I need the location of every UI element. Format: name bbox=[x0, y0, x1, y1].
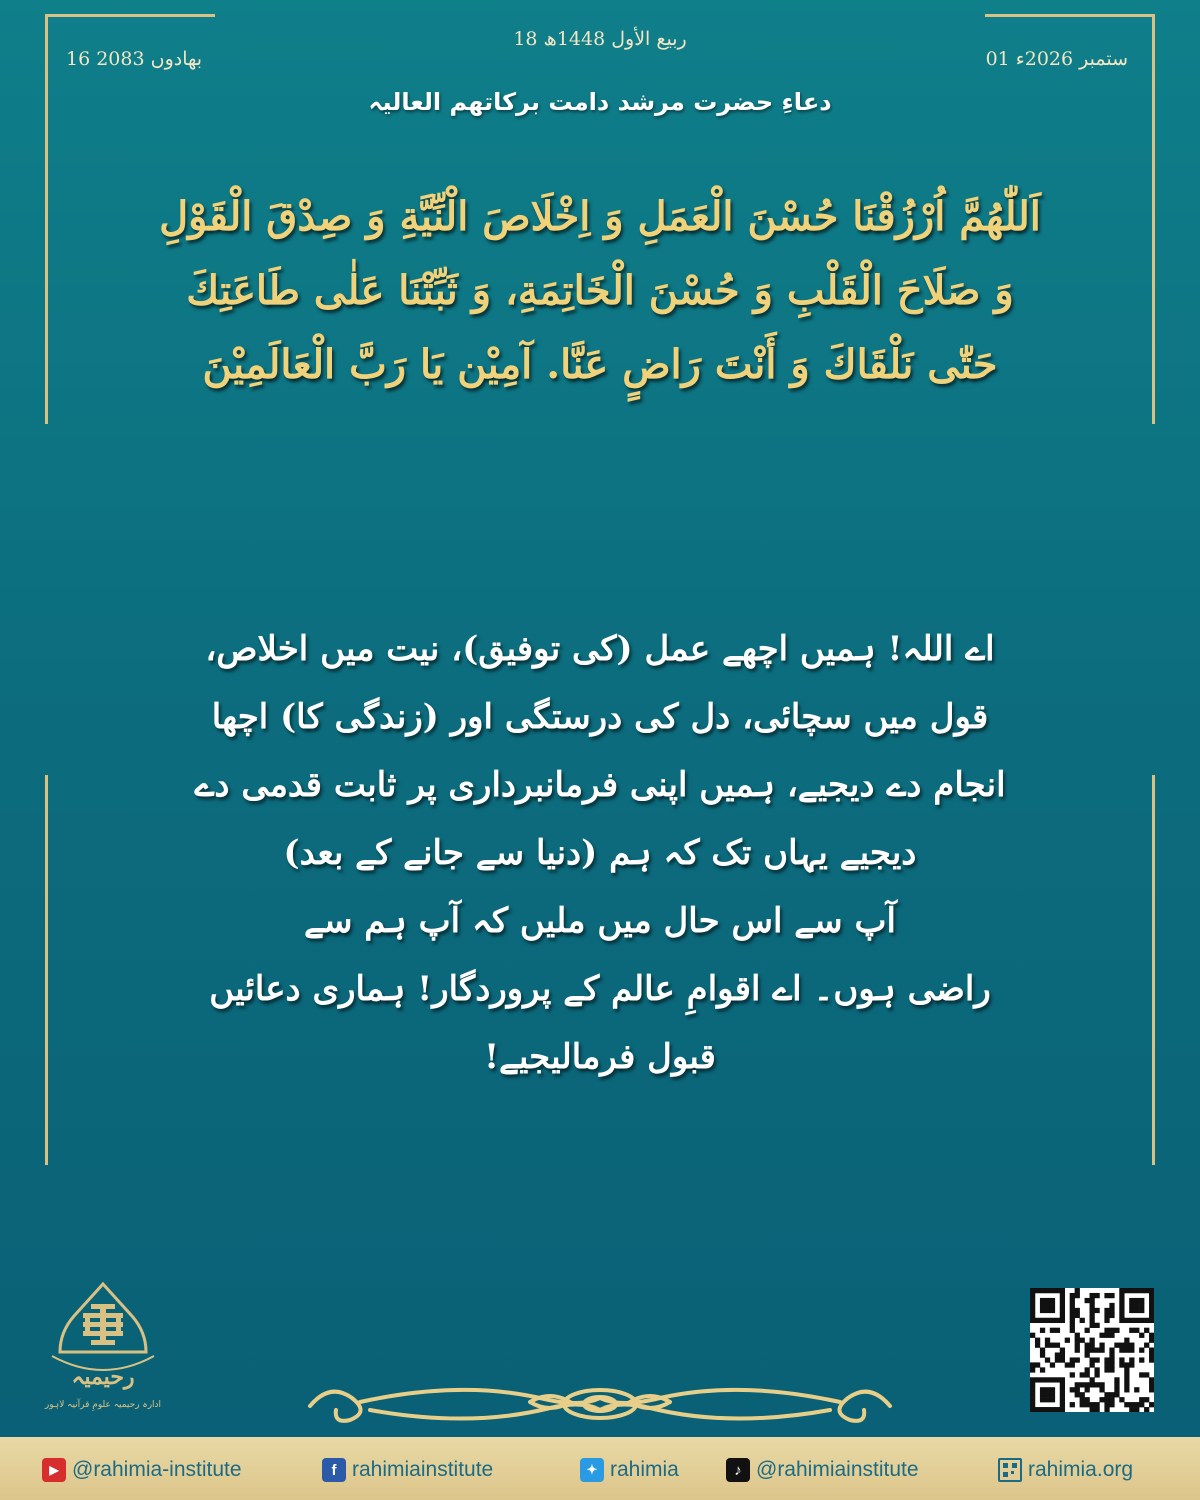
hijri-date: 18 ربیع الأول 1448ھ bbox=[513, 28, 687, 50]
youtube-link[interactable] bbox=[42, 1457, 242, 1483]
page-title: دعاءِ حضرت مرشد دامت برکاتھم العالیہ bbox=[368, 88, 832, 116]
youtube-icon: ▶ bbox=[42, 1458, 66, 1482]
frame-left-upper bbox=[45, 14, 48, 424]
urdu-line: انجام دے دیجیے، ہمیں اپنی فرمانبرداری پر ثابت قدمی دے bbox=[194, 765, 1006, 805]
arabic-line: وَ صَلَاحَ الْقَلْبِ وَ حُسْنَ الْخَاتِمَةِ، وَ ثَبِّتْنَا عَلٰى طَاعَتِكَ bbox=[186, 267, 1014, 314]
frame-right-lower bbox=[1152, 775, 1155, 1165]
frame-top-right bbox=[985, 14, 1155, 17]
frame-right-upper bbox=[1152, 14, 1155, 424]
twitter-link[interactable] bbox=[580, 1457, 679, 1483]
facebook-handle: rahimiainstitute bbox=[352, 1458, 494, 1481]
urdu-line: اے اللہ! ہمیں اچھے عمل (کی توفیق)، نیت میں اخلاص، bbox=[205, 629, 995, 669]
arabic-dua bbox=[60, 180, 1140, 402]
urdu-line: قبول فرمالیجیے! bbox=[484, 1037, 716, 1077]
footer-bar bbox=[0, 1437, 1200, 1500]
tiktok-handle: @rahimiainstitute bbox=[756, 1458, 919, 1481]
urdu-line: قول میں سچائی، دل کی درستگی اور (زندگی کا) اچھا bbox=[211, 697, 989, 737]
qr-small-icon bbox=[998, 1458, 1022, 1482]
tiktok-link[interactable] bbox=[726, 1457, 919, 1483]
website-link[interactable] bbox=[998, 1457, 1133, 1483]
urdu-line: راضی ہوں۔ اے اقوامِ عالم کے پروردگار! ہماری دعائیں bbox=[209, 969, 991, 1009]
ornament-flourish-icon bbox=[300, 1368, 900, 1430]
gregorian-date: 01 ستمبر 2026ء bbox=[985, 48, 1128, 70]
website-url: rahimia.org bbox=[1028, 1458, 1134, 1481]
qr-code[interactable] bbox=[1030, 1288, 1154, 1412]
twitter-handle: rahimia bbox=[610, 1458, 679, 1481]
urdu-translation bbox=[120, 615, 1080, 1091]
facebook-icon: f bbox=[322, 1458, 346, 1482]
youtube-handle: @rahimia-institute bbox=[72, 1458, 242, 1481]
logo-emblem-icon bbox=[38, 1280, 168, 1415]
rahimia-logo bbox=[38, 1280, 168, 1415]
twitter-icon: ✦ bbox=[580, 1458, 604, 1482]
urdu-line: دیجیے یہاں تک کہ ہم (دنیا سے جانے کے بعد) bbox=[283, 833, 917, 873]
urdu-line: آپ سے اس حال میں ملیں کہ آپ ہم سے bbox=[304, 901, 896, 941]
qr-icon bbox=[1030, 1288, 1154, 1412]
frame-top-left bbox=[45, 14, 215, 17]
logo-name: رحیمیہ bbox=[71, 1364, 135, 1390]
arabic-line: اَللّٰهُمَّ اُرْزُقْنَا حُسْنَ الْعَمَلِ وَ اِخْلَاصَ الْنِّيَّةِ وَ صِدْقَ الْقَوْلِ bbox=[159, 193, 1041, 240]
frame-left-lower bbox=[45, 775, 48, 1165]
bikrami-date: 16 بھادوں 2083 bbox=[66, 48, 203, 70]
logo-subtitle: ادارہ رحیمیہ علومِ قرآنیہ لاہور bbox=[44, 1400, 162, 1410]
arabic-line: حَتّٰى نَلْقَاكَ وَ أَنْتَ رَاضٍ عَنَّا. آمِيْن يَا رَبَّ الْعَالَمِيْنَ bbox=[202, 341, 998, 388]
facebook-link[interactable] bbox=[322, 1457, 493, 1483]
tiktok-icon: ♪ bbox=[726, 1458, 750, 1482]
